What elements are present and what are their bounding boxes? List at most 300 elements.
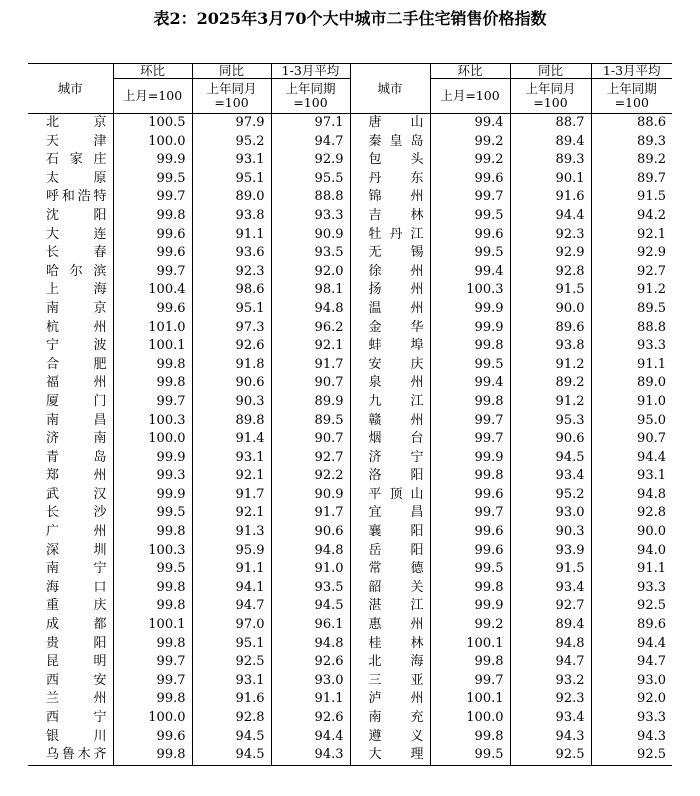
left-mom-value: 101.0 xyxy=(113,319,192,338)
right-mom-value: 99.6 xyxy=(430,486,510,505)
left-yoy-value: 92.5 xyxy=(192,653,271,672)
right-mom-value: 99.7 xyxy=(430,504,510,523)
right-city-name: 徐州 xyxy=(350,263,430,282)
left-avg-value: 91.0 xyxy=(314,561,344,577)
right-yoy-value: 91.5 xyxy=(510,560,591,579)
left-yoy-value: 90.3 xyxy=(192,393,271,412)
right-avg-value: 90.7 xyxy=(637,431,666,447)
left-yoy-value: 94.5 xyxy=(192,728,271,747)
right-yoy-value: 93.8 xyxy=(510,337,591,356)
left-avg-value: 93.5 xyxy=(314,579,344,595)
right-mom-value: 99.8 xyxy=(430,579,510,598)
left-city-name: 合肥 xyxy=(28,356,113,375)
left-mom-value: 99.8 xyxy=(113,207,192,226)
right-city-name: 襄阳 xyxy=(350,523,430,542)
left-yoy-value: 93.8 xyxy=(192,207,271,226)
left-yoy-value: 89.0 xyxy=(192,188,271,207)
left-yoy-value: 91.7 xyxy=(192,486,271,505)
right-mom-value: 99.2 xyxy=(430,151,510,170)
right-avg-value: 91.2 xyxy=(637,282,666,298)
right-city-name: 烟台 xyxy=(350,430,430,449)
table-row xyxy=(28,133,672,152)
left-yoy-value: 90.6 xyxy=(192,374,271,393)
left-city-name: 南昌 xyxy=(28,412,113,431)
left-yoy-value: 94.5 xyxy=(192,746,271,765)
right-avg-value: 89.0 xyxy=(637,375,666,391)
right-city-name: 秦皇岛 xyxy=(350,133,430,152)
table-row xyxy=(28,467,672,486)
right-mom-value: 99.6 xyxy=(430,542,510,561)
right-avg-value: 88.6 xyxy=(637,115,666,130)
left-city-name: 大连 xyxy=(28,226,113,245)
right-avg-value: 92.9 xyxy=(637,245,666,261)
left-avg-value: 92.9 xyxy=(314,152,344,168)
left-yoy-value: 97.0 xyxy=(192,616,271,635)
left-city-name: 济南 xyxy=(28,430,113,449)
left-mom-value: 99.8 xyxy=(113,374,192,393)
right-avg-value: 89.5 xyxy=(637,300,666,316)
right-mom-value: 99.6 xyxy=(430,523,510,542)
right-avg-value: 94.0 xyxy=(637,542,666,558)
right-yoy-value: 91.2 xyxy=(510,393,591,412)
right-mom-value: 100.3 xyxy=(430,281,510,300)
mom-sub-left: 上月=100 xyxy=(113,79,192,114)
left-mom-value: 99.7 xyxy=(113,188,192,207)
mom-sub-right: 上月=100 xyxy=(430,79,510,114)
left-mom-value: 99.9 xyxy=(113,486,192,505)
right-avg-value: 89.6 xyxy=(637,617,666,633)
left-avg-value: 89.9 xyxy=(314,393,344,409)
left-avg-value: 94.3 xyxy=(271,746,350,765)
right-yoy-value: 92.3 xyxy=(510,226,591,245)
right-mom-value: 99.5 xyxy=(430,560,510,579)
table-row xyxy=(28,412,672,431)
left-mom-value: 99.7 xyxy=(113,393,192,412)
table-row xyxy=(28,263,672,282)
right-city-name: 泉州 xyxy=(350,374,430,393)
avg-header-right: 1-3月平均 xyxy=(591,64,672,79)
right-yoy-value: 91.2 xyxy=(510,356,591,375)
left-avg-value: 90.7 xyxy=(314,431,344,447)
table-row xyxy=(28,486,672,505)
table-row xyxy=(28,114,672,133)
right-city-name: 安庆 xyxy=(350,356,430,375)
right-avg-value: 91.1 xyxy=(637,561,666,577)
left-avg-value: 92.6 xyxy=(314,710,344,725)
table-row xyxy=(28,579,672,598)
left-city-name: 宁波 xyxy=(28,337,113,356)
right-city-name: 岳阳 xyxy=(350,542,430,561)
right-avg-value: 90.0 xyxy=(637,524,666,540)
left-yoy-value: 95.1 xyxy=(192,300,271,319)
left-yoy-value: 91.6 xyxy=(192,690,271,709)
left-city-name: 天津 xyxy=(28,133,113,152)
yoy-header-right: 同比 xyxy=(510,64,591,79)
table-row xyxy=(28,746,672,765)
left-city-name: 成都 xyxy=(28,616,113,635)
right-yoy-value: 91.5 xyxy=(510,281,591,300)
right-city-name: 泸州 xyxy=(350,690,430,709)
table-row xyxy=(28,151,672,170)
right-city-name: 锦州 xyxy=(350,188,430,207)
right-yoy-value: 93.4 xyxy=(510,579,591,598)
right-avg-value: 94.2 xyxy=(637,207,666,223)
right-city-name: 九江 xyxy=(350,393,430,412)
table-title: 表2：2025年3月70个大中城市二手住宅销售价格指数 xyxy=(153,9,547,28)
table-row xyxy=(28,597,672,616)
right-avg-value: 89.2 xyxy=(637,152,666,168)
right-yoy-value: 89.4 xyxy=(510,616,591,635)
right-yoy-value: 93.2 xyxy=(510,672,591,691)
right-city-name: 平顶山 xyxy=(350,486,430,505)
right-mom-value: 99.2 xyxy=(430,133,510,152)
left-mom-value: 99.8 xyxy=(113,579,192,598)
right-mom-value: 100.1 xyxy=(430,690,510,709)
left-mom-value: 99.7 xyxy=(113,672,192,691)
right-mom-value: 99.9 xyxy=(430,449,510,468)
right-avg-value: 88.8 xyxy=(637,319,666,335)
table-row xyxy=(28,430,672,449)
left-mom-value: 100.0 xyxy=(113,430,192,449)
right-city-name: 丹东 xyxy=(350,170,430,189)
left-mom-value: 100.4 xyxy=(113,281,192,300)
left-avg-value: 92.6 xyxy=(314,654,344,670)
left-avg-value: 97.1 xyxy=(314,115,344,130)
right-yoy-value: 93.4 xyxy=(510,709,591,728)
left-avg-value: 93.3 xyxy=(314,207,344,223)
left-yoy-value: 93.1 xyxy=(192,151,271,170)
right-city-name: 遵义 xyxy=(350,728,430,747)
right-city-name: 蚌埠 xyxy=(350,337,430,356)
left-city-name: 呼和浩特 xyxy=(28,188,113,207)
left-mom-value: 99.8 xyxy=(113,690,192,709)
left-avg-value: 94.7 xyxy=(314,133,344,149)
price-index-table xyxy=(28,63,672,766)
left-mom-value: 99.8 xyxy=(113,356,192,375)
left-city-name: 福州 xyxy=(28,374,113,393)
left-avg-value: 92.2 xyxy=(314,468,344,484)
right-mom-value: 99.5 xyxy=(430,207,510,226)
left-city-name: 沈阳 xyxy=(28,207,113,226)
mom-header-right: 环比 xyxy=(430,64,510,79)
left-avg-value: 96.2 xyxy=(314,319,344,335)
left-mom-value: 100.1 xyxy=(113,337,192,356)
right-mom-value: 99.5 xyxy=(430,244,510,263)
left-yoy-value: 97.3 xyxy=(192,319,271,338)
left-yoy-value: 92.6 xyxy=(192,337,271,356)
left-avg-value: 88.8 xyxy=(314,189,344,205)
right-mom-value: 99.8 xyxy=(430,393,510,412)
left-yoy-value: 91.4 xyxy=(192,430,271,449)
city-header-right: 城市 xyxy=(350,64,430,114)
right-mom-value: 99.5 xyxy=(430,356,510,375)
left-yoy-value: 94.7 xyxy=(192,597,271,616)
right-avg-value: 95.0 xyxy=(637,412,666,428)
left-yoy-value: 92.1 xyxy=(192,504,271,523)
right-avg-value: 93.0 xyxy=(637,672,666,688)
left-avg-value: 96.1 xyxy=(314,617,344,633)
right-city-name: 吉林 xyxy=(350,207,430,226)
right-yoy-value: 89.3 xyxy=(510,151,591,170)
left-avg-value: 91.7 xyxy=(314,356,344,372)
right-yoy-value: 93.0 xyxy=(510,504,591,523)
right-yoy-value: 94.3 xyxy=(510,728,591,747)
left-city-name: 广州 xyxy=(28,523,113,542)
right-city-name: 赣州 xyxy=(350,412,430,431)
left-avg-value: 94.5 xyxy=(314,598,344,614)
left-yoy-value: 95.9 xyxy=(192,542,271,561)
left-avg-value: 90.9 xyxy=(314,486,344,502)
right-mom-value: 99.8 xyxy=(430,653,510,672)
left-mom-value: 99.6 xyxy=(113,226,192,245)
left-yoy-value: 93.1 xyxy=(192,449,271,468)
left-city-name: 长沙 xyxy=(28,504,113,523)
right-city-name: 金华 xyxy=(350,319,430,338)
table-row xyxy=(28,226,672,245)
right-city-name: 温州 xyxy=(350,300,430,319)
left-mom-value: 99.8 xyxy=(113,746,192,765)
right-yoy-value: 92.9 xyxy=(510,244,591,263)
table-row xyxy=(28,504,672,523)
right-city-name: 洛阳 xyxy=(350,467,430,486)
right-yoy-value: 90.1 xyxy=(510,170,591,189)
left-city-name: 青岛 xyxy=(28,449,113,468)
right-city-name: 北海 xyxy=(350,653,430,672)
yoy-header-left: 同比 xyxy=(192,64,271,79)
right-mom-value: 99.4 xyxy=(430,374,510,393)
right-avg-value: 92.0 xyxy=(637,691,666,707)
right-yoy-value: 90.0 xyxy=(510,300,591,319)
right-city-name: 常德 xyxy=(350,560,430,579)
left-avg-value: 92.1 xyxy=(314,338,344,354)
right-city-name: 韶关 xyxy=(350,579,430,598)
right-yoy-value: 90.3 xyxy=(510,523,591,542)
left-mom-value: 99.8 xyxy=(113,523,192,542)
left-city-name: 南京 xyxy=(28,300,113,319)
left-avg-value: 92.7 xyxy=(314,449,344,465)
left-mom-value: 100.3 xyxy=(113,412,192,431)
left-yoy-value: 92.1 xyxy=(192,467,271,486)
left-city-name: 兰州 xyxy=(28,690,113,709)
right-mom-value: 99.7 xyxy=(430,430,510,449)
left-avg-value: 94.4 xyxy=(314,728,344,744)
right-yoy-value: 89.2 xyxy=(510,374,591,393)
left-city-name: 哈尔滨 xyxy=(28,263,113,282)
right-avg-value: 94.8 xyxy=(637,486,666,502)
right-city-name: 牡丹江 xyxy=(350,226,430,245)
right-city-name: 扬州 xyxy=(350,281,430,300)
right-mom-value: 100.0 xyxy=(430,709,510,728)
left-yoy-value: 93.6 xyxy=(192,244,271,263)
right-yoy-value: 94.7 xyxy=(510,653,591,672)
table-row xyxy=(28,523,672,542)
right-avg-value: 91.5 xyxy=(637,189,666,205)
right-mom-value: 99.8 xyxy=(430,728,510,747)
left-city-name: 厦门 xyxy=(28,393,113,412)
left-avg-value: 94.8 xyxy=(314,542,344,558)
left-yoy-value: 91.1 xyxy=(192,226,271,245)
left-city-name: 海口 xyxy=(28,579,113,598)
table-row xyxy=(28,207,672,226)
left-avg-value: 94.8 xyxy=(314,300,344,316)
right-yoy-value: 89.6 xyxy=(510,319,591,338)
left-mom-value: 99.5 xyxy=(113,504,192,523)
right-avg-value: 89.3 xyxy=(637,133,666,149)
table-row xyxy=(28,560,672,579)
table-row xyxy=(28,300,672,319)
left-yoy-value: 91.1 xyxy=(192,560,271,579)
table-row xyxy=(28,337,672,356)
left-city-name: 西宁 xyxy=(28,709,113,728)
left-city-name: 昆明 xyxy=(28,653,113,672)
table-row xyxy=(28,653,672,672)
left-yoy-value: 95.1 xyxy=(192,170,271,189)
right-yoy-value: 94.8 xyxy=(510,635,591,654)
left-city-name: 杭州 xyxy=(28,319,113,338)
right-mom-value: 99.5 xyxy=(430,746,510,765)
right-yoy-value: 93.9 xyxy=(510,542,591,561)
table-row xyxy=(28,616,672,635)
table-row xyxy=(28,672,672,691)
right-avg-value: 91.1 xyxy=(637,356,666,372)
left-city-name: 南宁 xyxy=(28,560,113,579)
table-row xyxy=(28,244,672,263)
left-yoy-value: 97.9 xyxy=(192,114,271,133)
left-city-name: 石家庄 xyxy=(28,151,113,170)
left-mom-value: 100.5 xyxy=(113,114,192,133)
left-mom-value: 100.0 xyxy=(113,709,192,728)
right-mom-value: 99.8 xyxy=(430,337,510,356)
right-city-name: 三亚 xyxy=(350,672,430,691)
right-city-name: 宜昌 xyxy=(350,504,430,523)
table-body xyxy=(28,114,672,766)
left-city-name: 银川 xyxy=(28,728,113,747)
left-city-name: 贵阳 xyxy=(28,635,113,654)
right-mom-value: 99.6 xyxy=(430,170,510,189)
left-avg-value: 91.1 xyxy=(314,691,344,707)
left-mom-value: 99.6 xyxy=(113,300,192,319)
right-yoy-value: 94.4 xyxy=(510,207,591,226)
right-avg-value: 92.1 xyxy=(637,226,666,242)
left-yoy-value: 93.1 xyxy=(192,672,271,691)
mom-header-left: 环比 xyxy=(113,64,192,79)
left-mom-value: 99.9 xyxy=(113,449,192,468)
left-mom-value: 100.0 xyxy=(113,133,192,152)
left-avg-value: 93.0 xyxy=(314,672,344,688)
yoy-sub-left: 上年同月=100 xyxy=(192,79,271,114)
right-city-name: 唐山 xyxy=(350,114,430,133)
left-city-name: 北京 xyxy=(28,114,113,133)
left-mom-value: 99.5 xyxy=(113,170,192,189)
table-row xyxy=(28,690,672,709)
avg-header-left: 1-3月平均 xyxy=(271,64,350,79)
left-city-name: 长春 xyxy=(28,244,113,263)
left-mom-value: 99.7 xyxy=(113,653,192,672)
right-mom-value: 99.9 xyxy=(430,319,510,338)
right-avg-value: 92.5 xyxy=(637,598,666,614)
right-avg-value: 93.3 xyxy=(637,338,666,354)
table-row xyxy=(28,281,672,300)
left-mom-value: 99.7 xyxy=(113,263,192,282)
right-mom-value: 100.1 xyxy=(430,635,510,654)
right-city-name: 湛江 xyxy=(350,597,430,616)
left-yoy-value: 95.2 xyxy=(192,133,271,152)
left-avg-value: 90.7 xyxy=(314,375,344,391)
left-mom-value: 99.6 xyxy=(113,728,192,747)
right-mom-value: 99.8 xyxy=(430,467,510,486)
right-city-name: 桂林 xyxy=(350,635,430,654)
left-yoy-value: 91.3 xyxy=(192,523,271,542)
left-city-name: 深圳 xyxy=(28,542,113,561)
right-yoy-value: 95.3 xyxy=(510,412,591,431)
left-avg-value: 90.6 xyxy=(314,524,344,540)
left-mom-value: 100.1 xyxy=(113,616,192,635)
right-avg-value: 93.1 xyxy=(637,468,666,484)
right-mom-value: 99.9 xyxy=(430,300,510,319)
right-mom-value: 99.4 xyxy=(430,114,510,133)
right-city-name: 惠州 xyxy=(350,616,430,635)
left-city-name: 武汉 xyxy=(28,486,113,505)
right-mom-value: 99.7 xyxy=(430,672,510,691)
right-yoy-value: 92.3 xyxy=(510,690,591,709)
left-mom-value: 99.6 xyxy=(113,244,192,263)
right-mom-value: 99.7 xyxy=(430,412,510,431)
left-avg-value: 91.7 xyxy=(314,505,344,521)
table-row xyxy=(28,188,672,207)
left-yoy-value: 91.8 xyxy=(192,356,271,375)
left-avg-value: 95.5 xyxy=(314,170,344,186)
left-city-name: 太原 xyxy=(28,170,113,189)
left-yoy-value: 95.1 xyxy=(192,635,271,654)
right-yoy-value: 93.4 xyxy=(510,467,591,486)
right-mom-value: 99.9 xyxy=(430,597,510,616)
left-avg-value: 94.8 xyxy=(314,635,344,651)
table-row xyxy=(28,170,672,189)
right-city-name: 济宁 xyxy=(350,449,430,468)
left-yoy-value: 89.8 xyxy=(192,412,271,431)
left-city-name: 上海 xyxy=(28,281,113,300)
right-avg-value: 93.3 xyxy=(637,710,666,725)
left-mom-value: 100.3 xyxy=(113,542,192,561)
right-avg-value: 92.5 xyxy=(591,746,672,765)
right-city-name: 大理 xyxy=(350,746,430,765)
city-header-left: 城市 xyxy=(28,64,113,114)
right-mom-value: 99.4 xyxy=(430,263,510,282)
left-mom-value: 99.5 xyxy=(113,560,192,579)
right-city-name: 无锡 xyxy=(350,244,430,263)
left-avg-value: 93.5 xyxy=(314,245,344,261)
left-city-name: 重庆 xyxy=(28,597,113,616)
table-row xyxy=(28,356,672,375)
table-row xyxy=(28,709,672,728)
left-avg-value: 90.9 xyxy=(314,226,344,242)
left-city-name: 郑州 xyxy=(28,467,113,486)
table-row xyxy=(28,728,672,747)
left-city-name: 乌鲁木齐 xyxy=(28,746,113,765)
table-row xyxy=(28,449,672,468)
right-avg-value: 92.8 xyxy=(637,505,666,521)
right-city-name: 南充 xyxy=(350,709,430,728)
left-yoy-value: 92.3 xyxy=(192,263,271,282)
right-avg-value: 94.7 xyxy=(637,654,666,670)
right-yoy-value: 92.7 xyxy=(510,597,591,616)
right-avg-value: 91.0 xyxy=(637,393,666,409)
right-mom-value: 99.7 xyxy=(430,188,510,207)
yoy-sub-right: 上年同月=100 xyxy=(510,79,591,114)
table-row xyxy=(28,542,672,561)
right-yoy-value: 88.7 xyxy=(510,114,591,133)
right-avg-value: 94.4 xyxy=(637,449,666,465)
